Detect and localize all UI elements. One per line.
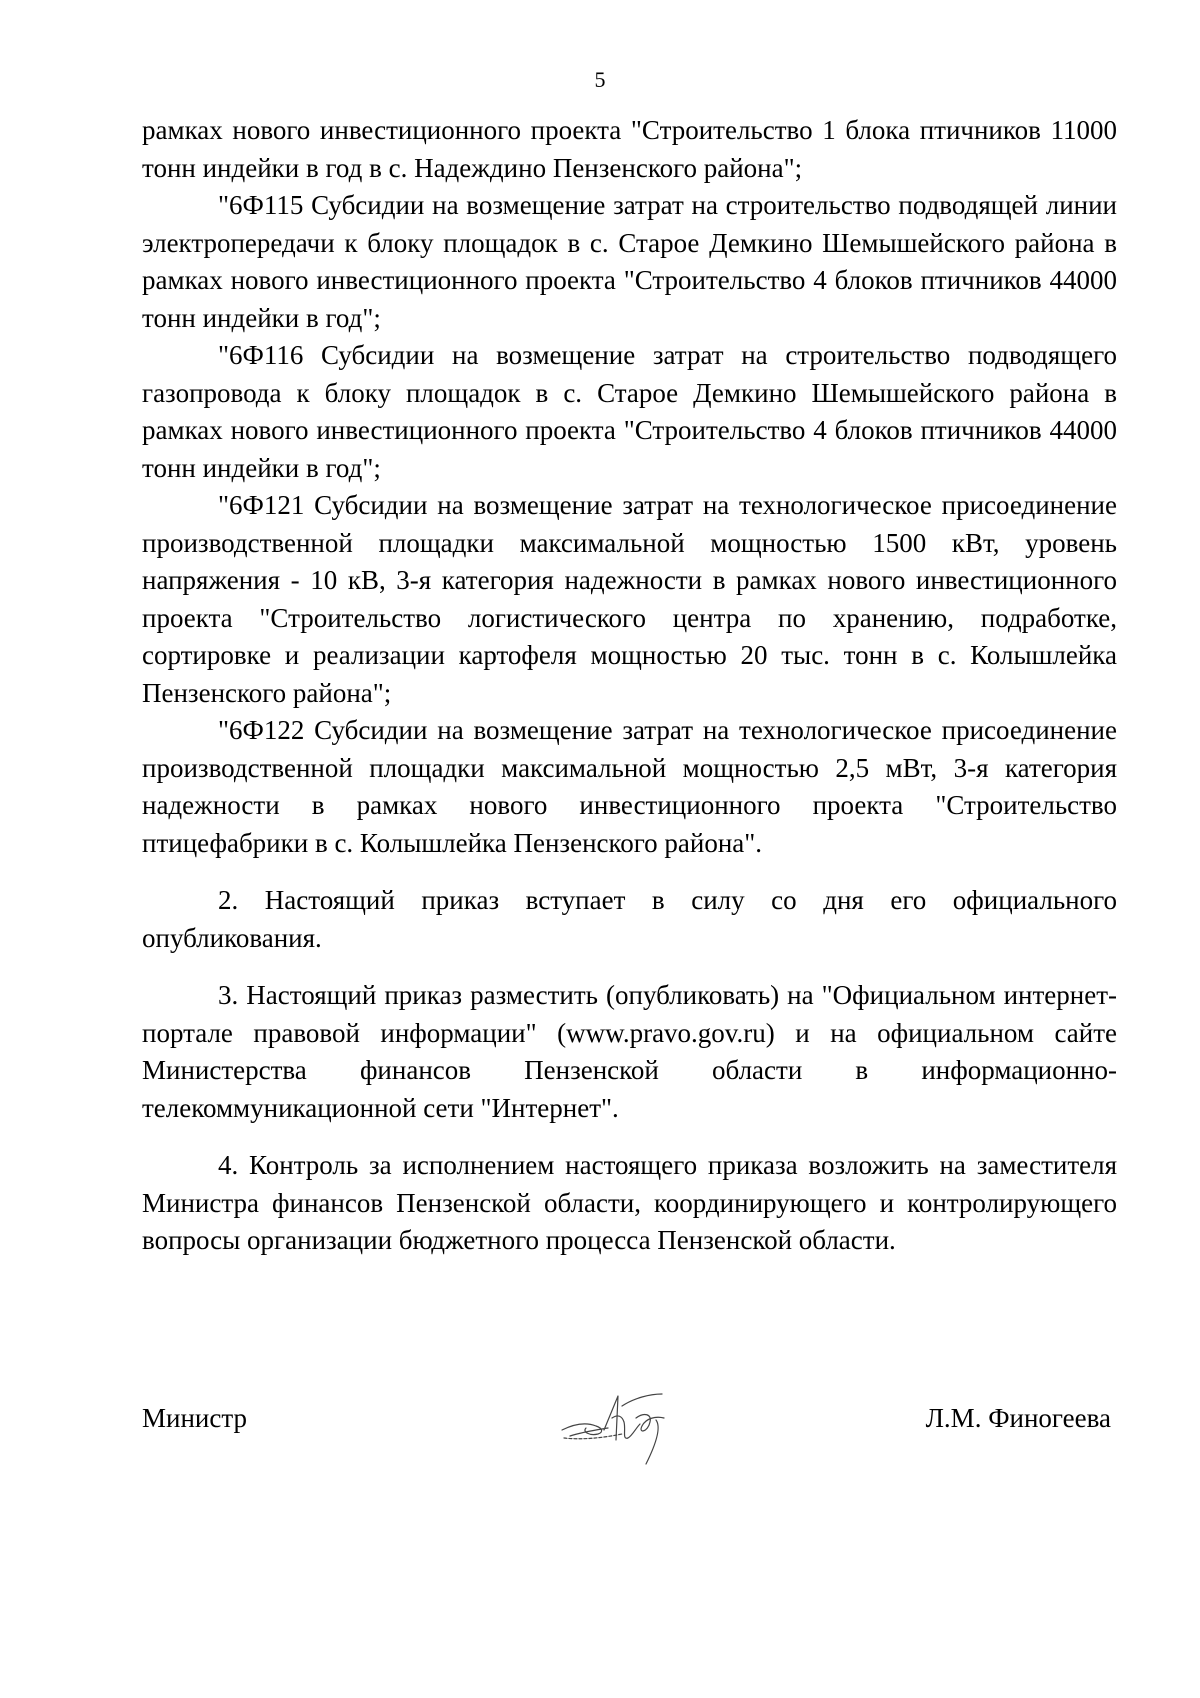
paragraph-6f116: "6Ф116 Субсидии на возмещение затрат на строительство подводящего газопровода к блоку площадок в с. Старое Демкино Шемышейского района в рамках нового инвестиционного проекта "Строительство 4 блоков птичников 44000 тонн индейки в год";	[142, 340, 1117, 483]
paragraph-6f122: "6Ф122 Субсидии на возмещение затрат на технологическое присоединение производственной площадки максимальной мощностью 2,5 мВт, 3-я категория надежности в рамках нового инвестиционного проекта "Строительство птицефабрики в с. Колышлейка Пензенского района".	[142, 715, 1117, 858]
signature-block	[142, 1388, 1117, 1508]
paragraph-item-2: 2. Настоящий приказ вступает в силу со дня его официального опубликования.	[142, 885, 1117, 953]
document-body	[142, 112, 1117, 1260]
paragraph-6f121: "6Ф121 Субсидии на возмещение затрат на технологическое присоединение производственной площадки максимальной мощностью 1500 кВт, уровень напряжения - 10 кВ, 3-я категория надежности в рамках нового инвестиционного проекта "Строительство логистического центра по хранению, подработке, сортировке и реализации картофеля мощностью 20 тыс. тонн в с. Колышлейка Пензенского района";	[142, 490, 1117, 708]
signatory-position: Министр	[142, 1403, 247, 1433]
signatory-name: Л.М. Финогеева	[925, 1403, 1111, 1433]
paragraph-item-4: 4. Контроль за исполнением настоящего приказа возложить на заместителя Министра финансов Пензенской области, координирующего и контролирующего вопросы организации бюджетного процесса Пензенской области.	[142, 1150, 1117, 1255]
page-number: 5	[594, 67, 606, 92]
handwritten-signature-icon	[552, 1388, 702, 1488]
paragraph-continuation: рамках нового инвестиционного проекта "Строительство 1 блока птичников 11000 тонн индейки в год в с. Надеждино Пензенского района";	[142, 115, 1117, 183]
paragraph-item-3: 3. Настоящий приказ разместить (опубликовать) на "Официальном интернет-портале правовой информации" (www.pravo.gov.ru) и на официальном сайте Министерства финансов Пензенской области в информационно-телекоммуникационной сети "Интернет".	[142, 980, 1117, 1123]
paragraph-6f115: "6Ф115 Субсидии на возмещение затрат на строительство подводящей линии электропередачи к блоку площадок в с. Старое Демкино Шемышейского района в рамках нового инвестиционного проекта "Строительство 4 блоков птичников 44000 тонн индейки в год";	[142, 190, 1117, 333]
